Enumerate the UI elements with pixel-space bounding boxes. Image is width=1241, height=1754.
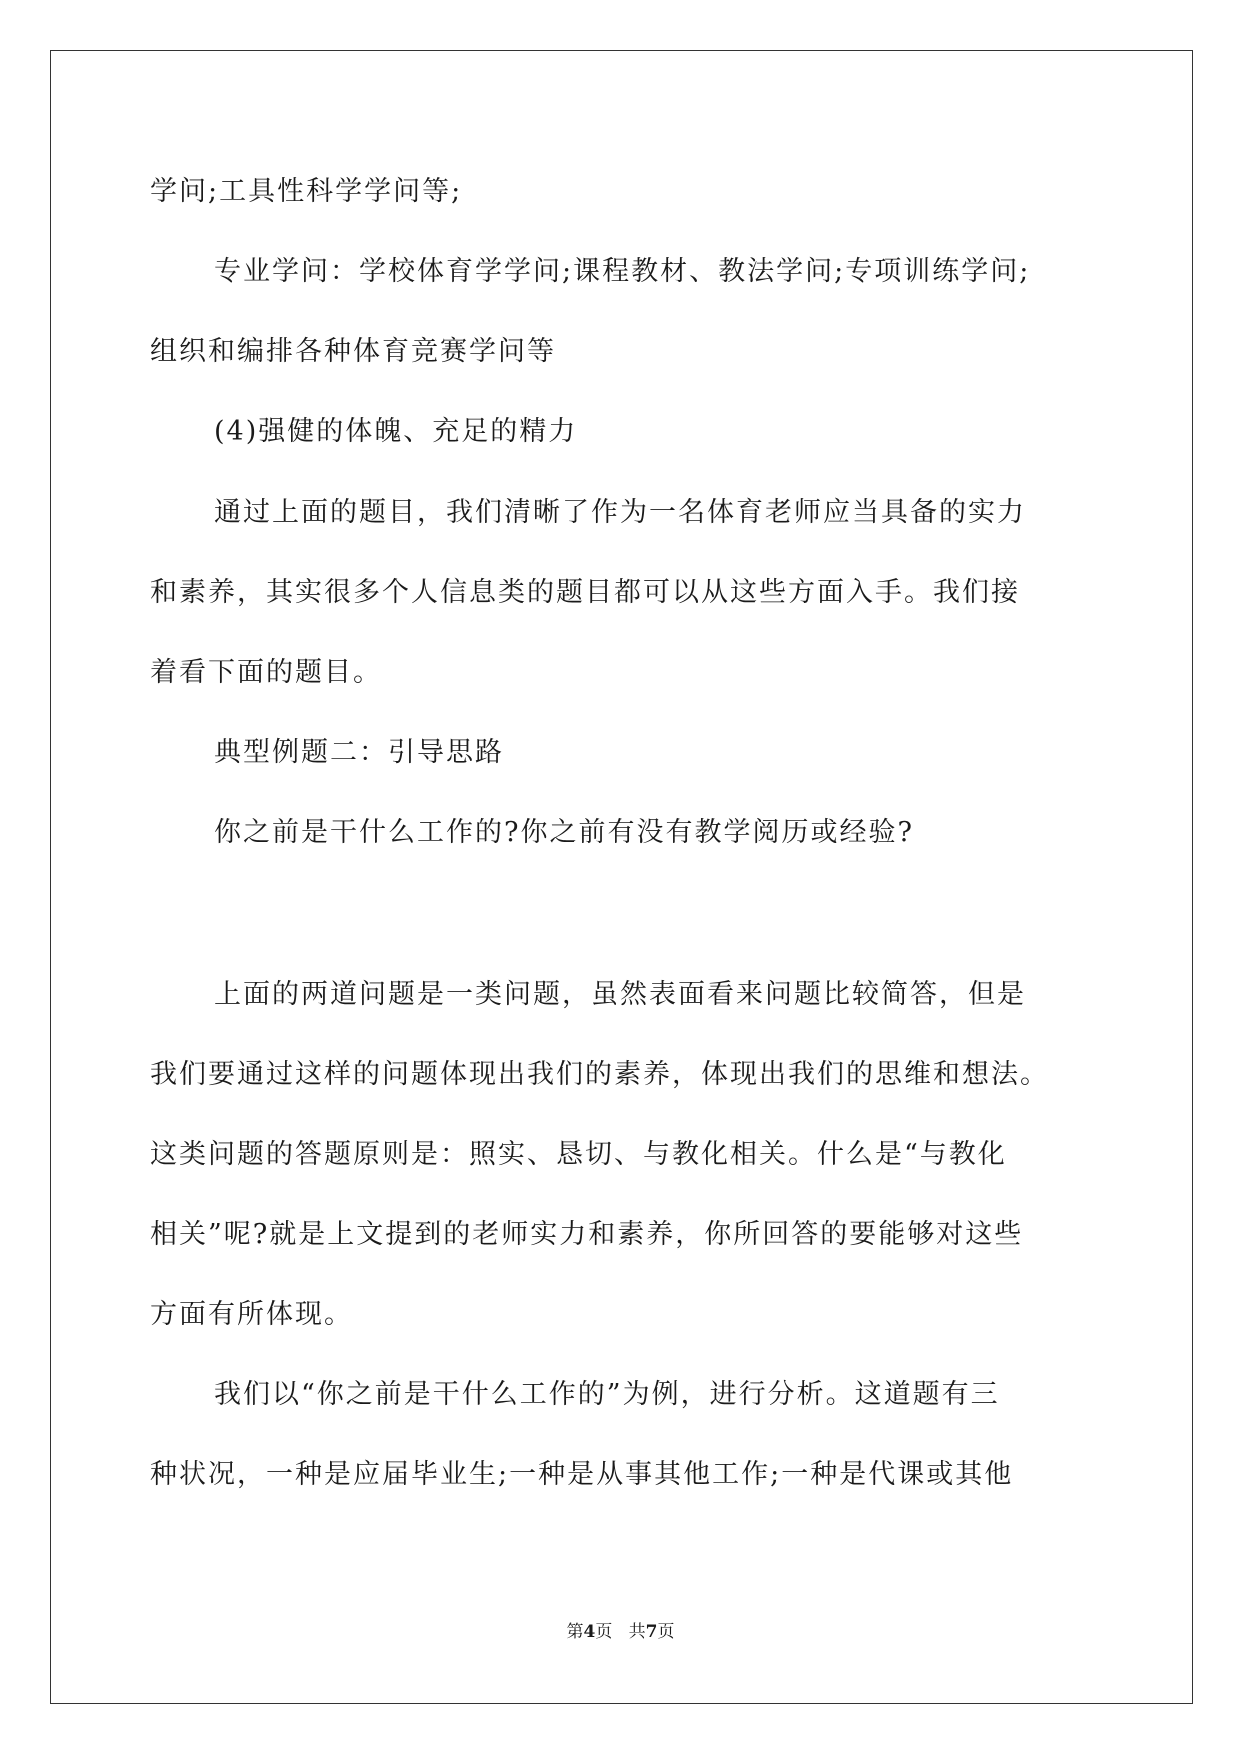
text-line: 种状况，一种是应届毕业生;一种是从事其他工作;一种是代课或其他 — [150, 1459, 1014, 1490]
text-line: 方面有所体现。 — [150, 1299, 353, 1330]
text-line: 我们要通过这样的问题体现出我们的素养，体现出我们的思维和想法。 — [150, 1059, 1049, 1090]
footer-page-word: 页 — [595, 1622, 613, 1642]
text-line: 相关”呢?就是上文提到的老师实力和素养，你所回答的要能够对这些 — [150, 1219, 1024, 1250]
text-line: (4)强健的体魄、充足的精力 — [214, 416, 578, 447]
text-line: 学问;工具性科学学问等; — [150, 176, 463, 207]
text-line: 我们以“你之前是干什么工作的”为例，进行分析。这道题有三 — [214, 1379, 1000, 1410]
current-page-number: 4 — [583, 1622, 596, 1642]
text-line: 着看下面的题目。 — [150, 657, 382, 688]
text-line: 典型例题二：引导思路 — [214, 737, 504, 768]
text-line: 上面的两道问题是一类问题，虽然表面看来问题比较简答，但是 — [214, 979, 1026, 1010]
footer-prefix: 第 — [566, 1622, 584, 1642]
text-line: 你之前是干什么工作的?你之前有没有教学阅历或经验? — [214, 817, 914, 848]
text-line: 专业学问：学校体育学学问;课程教材、教法学问;专项训练学问; — [214, 256, 1031, 287]
text-line: 这类问题的答题原则是：照实、恳切、与教化相关。什么是“与教化 — [150, 1139, 1007, 1170]
total-pages-number: 7 — [645, 1622, 658, 1642]
text-line: 组织和编排各种体育竞赛学问等 — [150, 336, 556, 367]
page-number-footer — [0, 1620, 1241, 1644]
footer-total-suffix: 页 — [657, 1622, 675, 1642]
text-line: 和素养，其实很多个人信息类的题目都可以从这些方面入手。我们接 — [150, 577, 1020, 608]
text-line: 通过上面的题目，我们清晰了作为一名体育老师应当具备的实力 — [214, 497, 1026, 528]
footer-total-prefix: 共 — [628, 1622, 646, 1642]
